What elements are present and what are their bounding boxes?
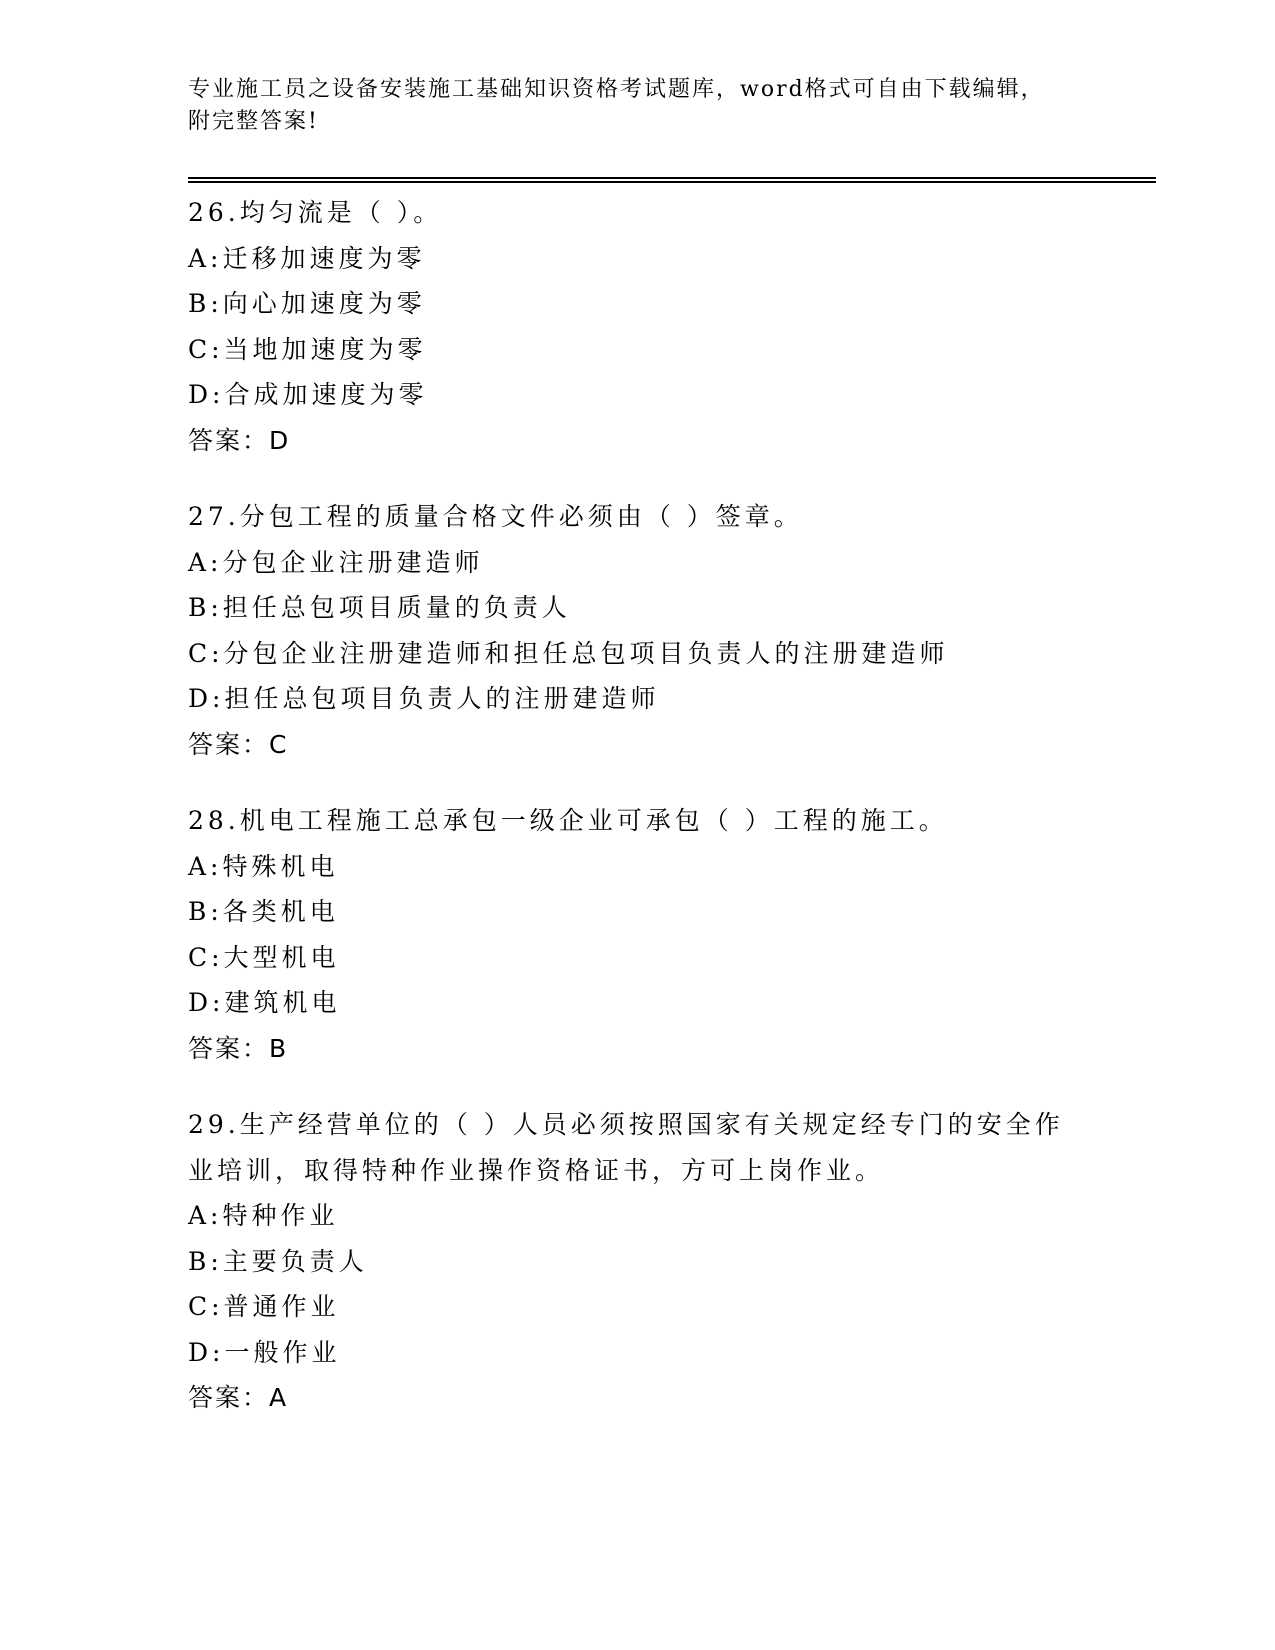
option-b: B:向心加速度为零: [188, 289, 426, 318]
option-c: C:普通作业: [188, 1292, 340, 1321]
question-26: [188, 190, 1088, 463]
question-stem: 26.均匀流是（ ）。: [188, 198, 443, 227]
option-c: C:分包企业注册建造师和担任总包项目负责人的注册建造师: [188, 638, 949, 668]
option-a: A:特殊机电: [188, 851, 339, 881]
header-double-rule: [188, 177, 1156, 183]
answer: 答案：C: [188, 729, 289, 759]
option-b: B:担任总包项目质量的负责人: [188, 593, 571, 622]
option-d: D:一般作业: [188, 1337, 341, 1367]
header-line-2: 附完整答案!: [188, 109, 319, 134]
option-b: B:各类机电: [188, 897, 339, 926]
answer: 答案：D: [188, 425, 291, 455]
document-header: [188, 74, 1088, 138]
question-stem: 28.机电工程施工总承包一级企业可承包（ ）工程的施工。: [188, 806, 948, 835]
question-27: [188, 494, 1088, 767]
option-a: A:迁移加速度为零: [188, 243, 426, 273]
option-d: D:担任总包项目负责人的注册建造师: [188, 684, 660, 713]
option-a: A:分包企业注册建造师: [188, 547, 484, 577]
question-stem: 27.分包工程的质量合格文件必须由（ ）签章。: [188, 502, 803, 531]
answer: 答案：B: [188, 1033, 289, 1063]
option-d: D:合成加速度为零: [188, 380, 428, 409]
option-b: B:主要负责人: [188, 1246, 368, 1276]
question-stem-line-2: 业培训，取得特种作业操作资格证书，方可上岗作业。: [188, 1155, 885, 1185]
option-c: C:当地加速度为零: [188, 334, 427, 364]
question-28: [188, 798, 1088, 1071]
question-29: [188, 1102, 1088, 1421]
answer: 答案：A: [188, 1383, 289, 1412]
question-stem-line-1: 29.生产经营单位的（ ）人员必须按照国家有关规定经专门的安全作: [188, 1110, 1064, 1139]
question-list: [188, 190, 1088, 1452]
option-d: D:建筑机电: [188, 988, 341, 1017]
option-a: A:特种作业: [188, 1201, 339, 1230]
option-c: C:大型机电: [188, 942, 340, 972]
header-line-1: 专业施工员之设备安装施工基础知识资格考试题库，word格式可自由下载编辑，: [188, 77, 1045, 102]
